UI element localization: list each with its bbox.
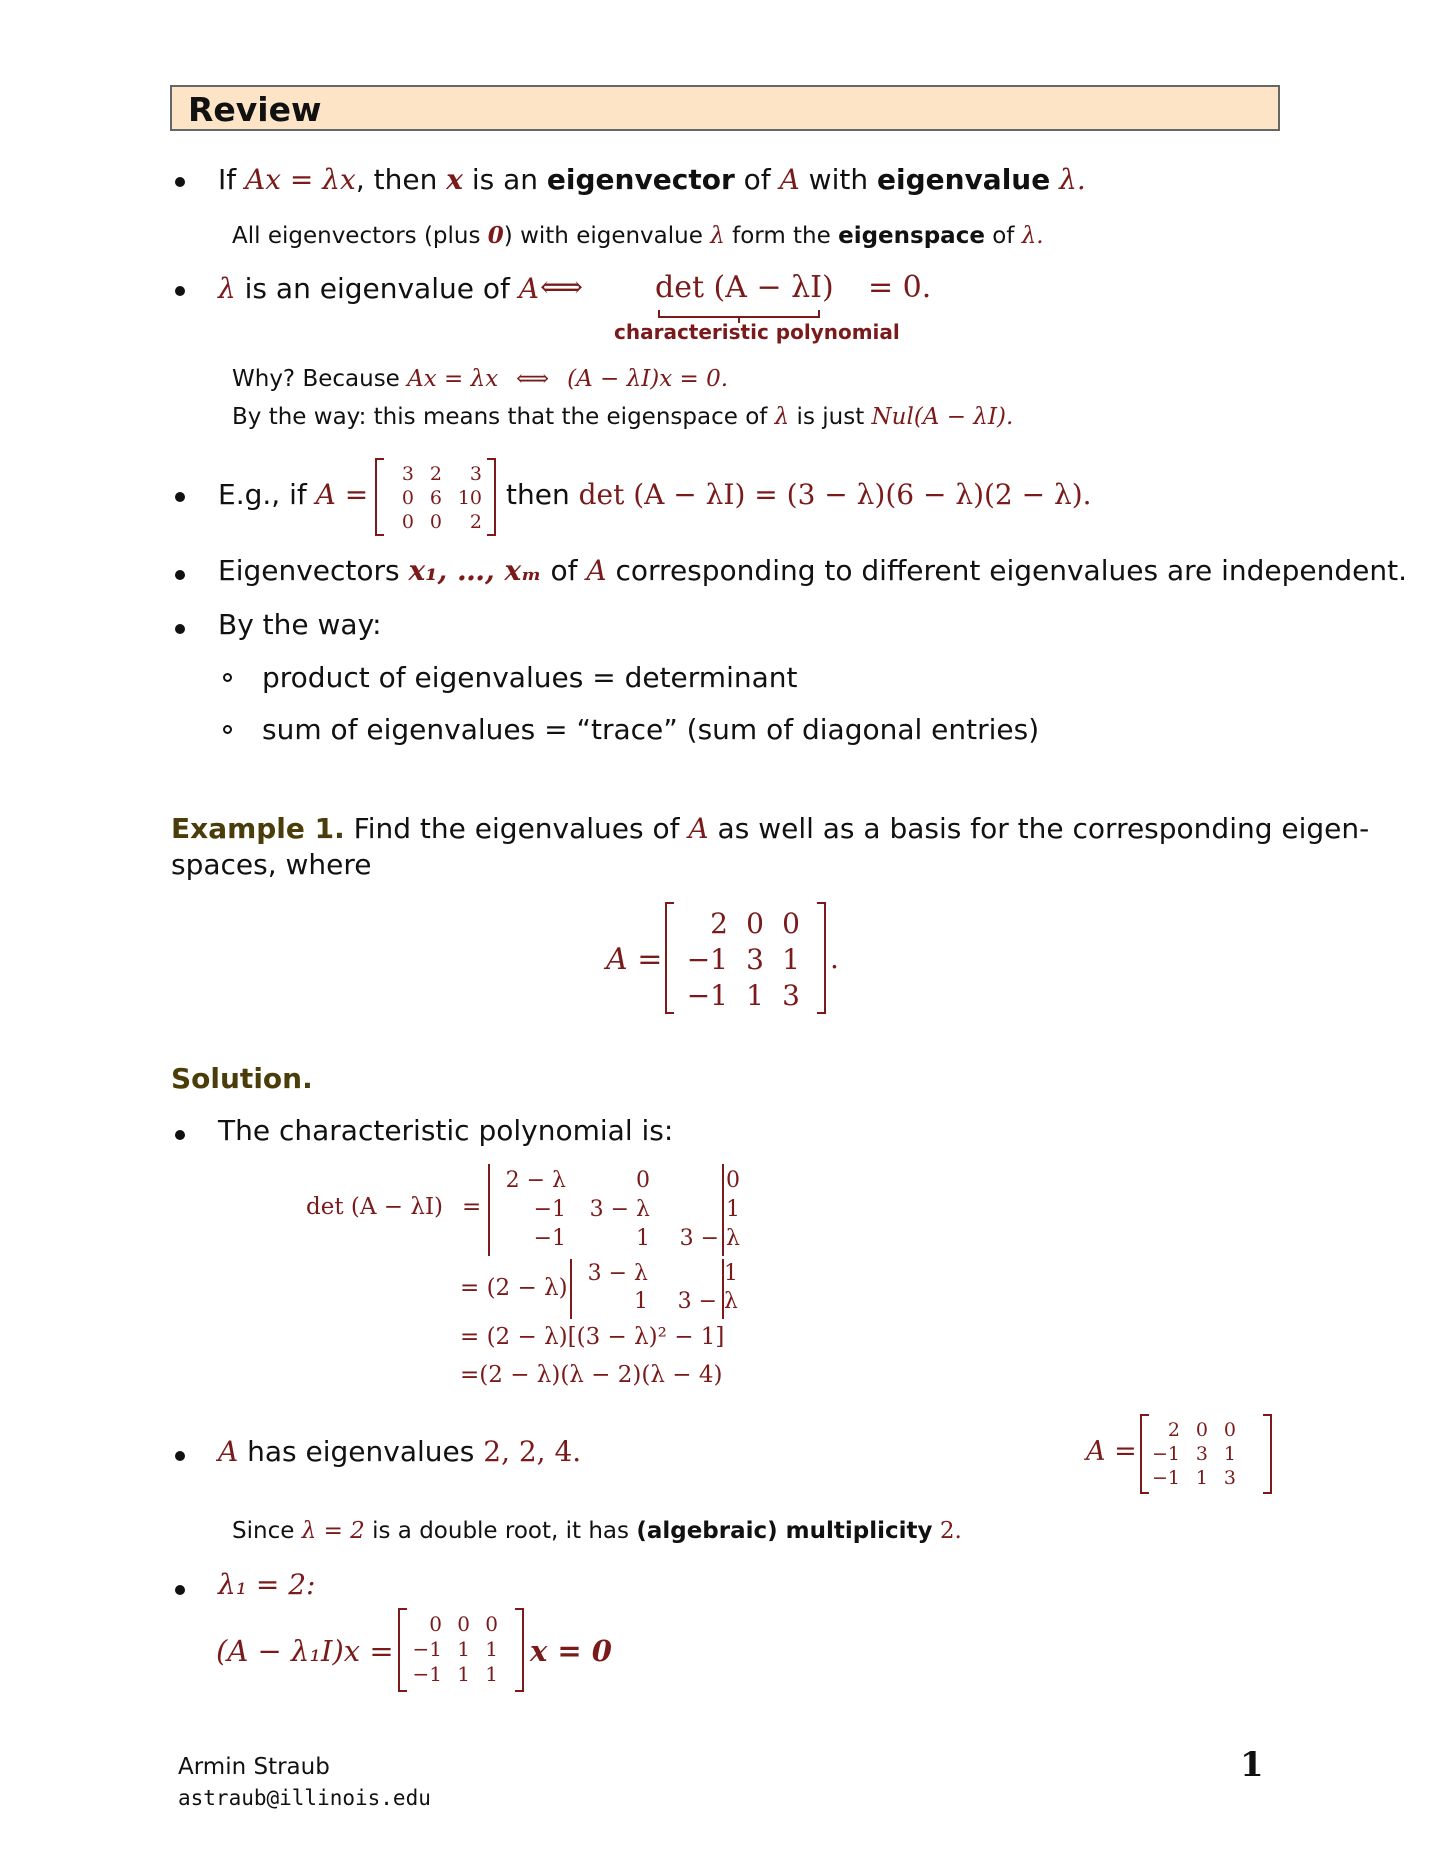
matrix-cell: 1 [1195, 1467, 1208, 1489]
period: . [830, 942, 839, 975]
matrix-cell: 3 − λ [679, 1226, 740, 1251]
matrix-cell: 6 [429, 487, 442, 509]
section-title: Review [188, 90, 322, 129]
matrix-cell: −1 [1151, 1443, 1180, 1465]
matrix-cell: 0 [457, 1612, 470, 1636]
sub-bullet [223, 673, 232, 682]
matrix-cell: 1 [485, 1662, 498, 1686]
det-bar-right [722, 1259, 724, 1319]
matrix-cell: 1 [485, 1637, 498, 1661]
author-name: Armin Straub [178, 1754, 330, 1780]
matrix-cell: 2 [429, 463, 442, 485]
matrix-cell: 2 [710, 907, 728, 940]
example-statement-cont: spaces, where [171, 848, 372, 881]
equals-sign: = [462, 1194, 482, 1220]
matrix-cell: 3 [469, 463, 482, 485]
expansion-step: = (2 − λ)[(3 − λ)² − 1] [460, 1324, 725, 1350]
matrix-bracket-right [487, 458, 496, 536]
bullet [175, 1585, 185, 1595]
matrix-cell: −1 [412, 1662, 442, 1686]
matrix-cell: 10 [457, 487, 482, 509]
matrix-cell: 3 − λ [677, 1289, 738, 1314]
matrix-cell: 1 [746, 979, 764, 1012]
matrix-cell: −1 [533, 1226, 566, 1251]
matrix-cell: −1 [686, 979, 728, 1012]
matrix-bracket-left [665, 902, 674, 1014]
matrix-cell: 0 [726, 1168, 740, 1193]
by-the-way: By the way: [218, 608, 382, 641]
bullet [175, 177, 185, 187]
matrix-bracket-left [398, 1608, 407, 1692]
matrix-cell: 0 [636, 1168, 650, 1193]
final-matrix [408, 1612, 498, 1687]
product-note: product of eigenvalues = determinant [262, 661, 798, 694]
final-lhs: (A − λ₁I)x = [216, 1634, 394, 1668]
matrix-cell: 0 [782, 907, 800, 940]
matrix-cell: 0 [429, 511, 442, 533]
multiplicity-note: Since λ = 2 is a double root, it has (algebraic) multiplicity 2. [232, 1518, 962, 1544]
det-bar-left [488, 1164, 490, 1256]
bullet [175, 492, 185, 502]
matrix-bracket-left [375, 458, 384, 536]
example-result: then det (A − λI) = (3 − λ)(6 − λ)(2 − λ). [506, 478, 1092, 511]
solution-label: Solution. [171, 1062, 313, 1095]
why-line: Why? Because Ax = λx ⟺ (A − λI)x = 0. [232, 366, 729, 392]
section-title-box [170, 85, 1280, 131]
matrix-cell: 0 [485, 1612, 498, 1636]
determinant-3x3 [494, 1166, 740, 1253]
bullet [175, 570, 185, 580]
matrix-cell: 3 − λ [589, 1197, 650, 1222]
author-email: astraub@illinois.edu [178, 1786, 431, 1810]
matrix-cell: 1 [782, 943, 800, 976]
matrix-cell: 2 [469, 511, 482, 533]
matrix-cell: 3 [746, 943, 764, 976]
bullet [175, 1451, 185, 1461]
lambda1-heading: λ₁ = 2: [218, 1568, 316, 1601]
char-poly-intro: The characteristic polynomial is: [218, 1114, 674, 1147]
example-intro: E.g., if A = [218, 478, 369, 511]
matrix-cell: 0 [429, 1612, 442, 1636]
sum-note: sum of eigenvalues = “trace” (sum of diagonal entries) [262, 713, 1040, 746]
bullet [175, 286, 185, 296]
matrix-cell: 3 − λ [587, 1261, 648, 1286]
matrix-cell: 1 [636, 1226, 650, 1251]
matrix-cell: 1 [457, 1637, 470, 1661]
matrix-cell: 1 [724, 1261, 738, 1286]
eigenvalues-statement: A has eigenvalues 2, 2, 4. [218, 1435, 582, 1468]
factored-step: =(2 − λ)(λ − 2)(λ − 4) [460, 1362, 723, 1388]
matrix-cell: 1 [634, 1289, 648, 1314]
side-matrix-label: A = [1086, 1436, 1137, 1467]
example-statement: Example 1. Find the eigenvalues of A as well as a basis for the corresponding eigen- [171, 812, 1370, 845]
matrix-cell: −1 [1151, 1467, 1180, 1489]
matrix-cell: 3 [401, 463, 414, 485]
sub-bullet [223, 725, 232, 734]
det-expression: det (A − λI) [655, 270, 834, 305]
matrix-A [680, 906, 800, 1014]
matrix-cell: 3 [1195, 1443, 1208, 1465]
matrix-cell: 0 [1195, 1419, 1208, 1441]
nul-note: By the way: this means that the eigenspace of λ is just Nul(A − λI). [232, 404, 1014, 430]
example-matrix [386, 462, 482, 534]
final-rhs: x = 0 [530, 1634, 612, 1668]
eigenvector-definition: If Ax = λx, then x is an eigenvector of A with eigenvalue λ. [218, 163, 1086, 196]
det-lhs: det (A − λI) [306, 1194, 444, 1220]
matrix-cell: 2 − λ [505, 1168, 566, 1193]
matrix-cell: 1 [726, 1197, 740, 1222]
expansion-prefix: = (2 − λ) [460, 1275, 568, 1301]
matrix-cell: 3 [782, 979, 800, 1012]
equals-zero: = 0. [868, 270, 932, 305]
matrix-cell: 0 [401, 511, 414, 533]
matrix-cell: −1 [412, 1637, 442, 1661]
page-number: 1 [1240, 1745, 1264, 1785]
matrix-cell: 0 [401, 487, 414, 509]
determinant-2x2 [576, 1260, 738, 1316]
matrix-cell: 1 [1223, 1443, 1236, 1465]
matrix-bracket-left [1140, 1414, 1149, 1494]
side-matrix [1150, 1418, 1236, 1490]
characteristic-polynomial-label: characteristic polynomial [614, 320, 900, 344]
bullet [175, 1130, 185, 1140]
matrix-cell: −1 [533, 1197, 566, 1222]
matrix-bracket-right [515, 1608, 524, 1692]
matrix-cell: −1 [686, 943, 728, 976]
det-bar-left [570, 1259, 572, 1319]
matrix-cell: 2 [1167, 1419, 1180, 1441]
matrix-cell: 3 [1223, 1467, 1236, 1489]
matrix-bracket-right [817, 902, 826, 1014]
eigenvalue-criterion: λ is an eigenvalue of A [218, 272, 539, 305]
eigenspace-note: All eigenvectors (plus 0) with eigenvalue λ form the eigenspace of λ. [232, 222, 1044, 249]
det-bar-right [722, 1164, 724, 1256]
iff-symbol: ⟺ [540, 270, 584, 305]
matrix-cell: 0 [746, 907, 764, 940]
bullet [175, 624, 185, 634]
matrix-cell: 1 [457, 1662, 470, 1686]
independence-statement: Eigenvectors x₁, …, xₘ of A corresponding to different eigenvalues are independent. [218, 554, 1408, 587]
matrix-A-label: A = [606, 942, 663, 977]
matrix-bracket-right [1263, 1414, 1272, 1494]
matrix-cell: 0 [1223, 1419, 1236, 1441]
